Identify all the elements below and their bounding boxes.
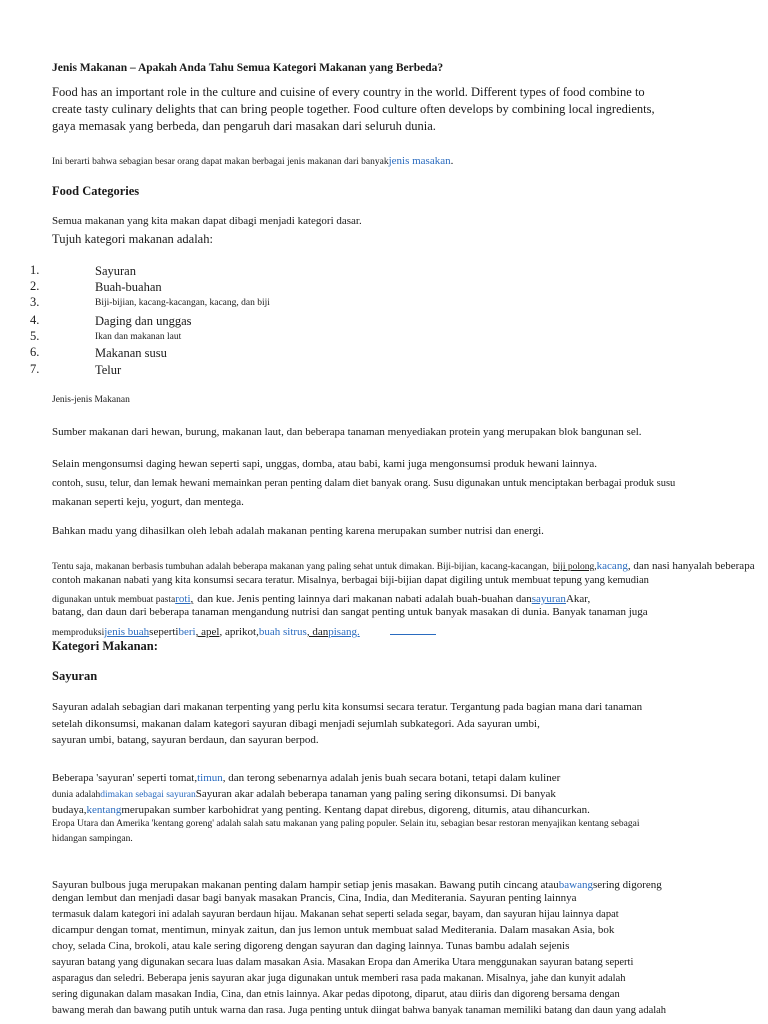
tentu-line-5: memproduksijenis buahsepertiberi, apel, aprikot,buah sitrus, danpisang. — [52, 622, 436, 640]
link-bawang[interactable]: bawang — [558, 879, 593, 891]
bulbous-line-9: bawang merah dan bawang putih untuk warna dan rasa. Juga penting untuk diingat bahwa banyak tanaman memiliki batang dan daun yang adalah — [52, 1005, 667, 1016]
sayuran-line-2: setelah dikonsumsi, makanan dalam kategori sayuran dibagi menjadi sejumlah subkategori. Ada sayuran umbi, — [52, 718, 540, 730]
link-timun[interactable]: timun — [197, 772, 223, 784]
bulbous-line-7: asparagus dan seledri. Beberapa jenis sayuran akar juga digunakan untuk memberi rasa pada makanan. Misalnya, jahe dan kunyit adalah — [52, 973, 626, 984]
link-jenis-masakan[interactable]: jenis masakan — [388, 155, 451, 167]
jenis-jenis-heading: Jenis-jenis Makanan — [52, 395, 130, 405]
link-beri[interactable]: beri — [178, 626, 196, 638]
bulbous-line-3: termasuk dalam kategori ini adalah sayuran berdaun hijau. Makanan sehat seperti selada segar, bayam, dan sayuran hijau lainnya dapat — [52, 909, 619, 920]
bulbous-line-6: sayuran batang yang digunakan secara luas dalam masakan Asia. Masakan Eropa dan Amerika Utara menggunakan sayuran batang seperti — [52, 957, 634, 968]
beberapa-line-5: hidangan sampingan. — [52, 834, 133, 844]
link-roti[interactable]: roti — [175, 593, 191, 605]
kategori-makanan-heading: Kategori Makanan: — [52, 639, 158, 653]
bulbous-line-4: dicampur dengan tomat, mentimun, minyak zaitun, dan jus lemon untuk membuat salad Mediterania. Dalam masakan Asia, bok — [52, 924, 615, 936]
categories-paragraph-2: Tujuh kategori makanan adalah: — [52, 232, 213, 246]
beberapa-line-3: budaya,kentangmerupakan sumber karbohidrat yang penting. Kentang dapat direbus, digoreng, ditumis, atau dihancurkan. — [52, 804, 590, 816]
tentu-line-1: Tentu saja, makanan berbasis tumbuhan adalah beberapa makanan yang paling sehat untuk dimakan. Biji-bijian, kacang-kacangan, biji polong,kacang, dan nasi hanyalah beberapa — [52, 560, 755, 572]
link-dimakan-sebagai-sayuran[interactable]: dimakan sebagai sayuran — [100, 790, 196, 800]
link-kacang[interactable]: kacang — [596, 560, 628, 572]
intro-paragraph-2: Ini berarti bahwa sebagian besar orang dapat makan berbagai jenis makanan dari banyakjenis masakan. — [52, 155, 454, 167]
sayuran-line-3: sayuran umbi, batang, sayuran berdaun, dan sayuran berpod. — [52, 734, 319, 746]
intro2-text: Ini berarti bahwa sebagian besar orang dapat makan berbagai jenis makanan dari banyak — [52, 157, 389, 167]
bulbous-line-8: sering digunakan dalam masakan India, Cina, dan etnis lainnya. Akar pedas dipotong, diparut, atau diiris dan digoreng bersama dengan — [52, 989, 620, 1000]
beberapa-line-2: dunia adalahdimakan sebagai sayuranSayuran akar adalah beberapa tanaman yang paling sering dikonsumsi. Di banyak — [52, 788, 556, 800]
bulbous-line-5: choy, selada Cina, brokoli, atau kale sering digoreng dengan sayuran dan daging lainnya. Tunas bambu adalah sejenis — [52, 940, 570, 952]
selain-line-3: makanan seperti keju, yogurt, dan mentega. — [52, 496, 244, 508]
intro-line-3: gaya memasak yang berbeda, dan pengaruh dari masakan dari seluruh dunia. — [52, 119, 436, 133]
beberapa-line-4: Eropa Utara dan Amerika 'kentang goreng' adalah salah satu makanan yang paling populer. Selain itu, sebagian besar restoran menyajikan kentang sebagai — [52, 819, 640, 829]
link-sayuran[interactable]: sayuran — [531, 593, 566, 605]
tentu-line-2: contoh makanan nabati yang kita konsumsi secara teratur. Misalnya, berbagai biji-bijian dapat digiling untuk membuat tepung yang kemudian — [52, 575, 649, 586]
intro-line-2: create tasty culinary delights that can bring people together. Food culture often develops by combining local ingredients, — [52, 102, 655, 116]
document-title: Jenis Makanan – Apakah Anda Tahu Semua Kategori Makanan yang Berbeda? — [52, 62, 444, 74]
link-jenis-buah[interactable]: jenis buah — [104, 626, 150, 638]
sayuran-line-1: Sayuran adalah sebagian dari makanan terpenting yang perlu kita konsumsi secara teratur. Tergantung pada bagian mana dari tanaman — [52, 701, 643, 713]
link-kentang[interactable]: kentang — [86, 804, 122, 816]
selain-line-1: Selain mengonsumsi daging hewan seperti sapi, unggas, domba, atau babi, kami juga mengonsumsi produk hewani lainnya. — [52, 458, 598, 470]
categories-paragraph-1: Semua makanan yang kita makan dapat dibagi menjadi kategori dasar. — [52, 215, 362, 227]
intro-line-1: Food has an important role in the culture and cuisine of every country in the world. Different types of food combine to — [52, 85, 645, 99]
beberapa-line-1: Beberapa 'sayuran' seperti tomat,timun, dan terong sebenarnya adalah jenis buah secara botani, tetapi dalam kuliner — [52, 772, 561, 784]
tentu-line-4: batang, dan daun dari beberapa tanaman mengandung nutrisi dan sangat penting untuk banyak masakan di dunia. Banyak tanaman juga — [52, 606, 648, 618]
sumber-paragraph: Sumber makanan dari hewan, burung, makanan laut, dan beberapa tanaman menyediakan protein yang merupakan blok bangunan sel. — [52, 426, 642, 438]
link-pisang[interactable]: pisang. — [328, 626, 360, 638]
madu-paragraph: Bahkan madu yang dihasilkan oleh lebah adalah makanan penting karena merupakan sumber nutrisi dan energi. — [52, 525, 544, 537]
selain-line-2: contoh, susu, telur, dan lemak hewani memainkan peran penting dalam diet banyak orang. Susu digunakan untuk menciptakan berbagai produk susu — [52, 478, 676, 489]
food-categories-heading: Food Categories — [52, 184, 140, 198]
sayuran-heading: Sayuran — [52, 669, 98, 683]
tentu-line-3: digunakan untuk membuat pastaroti, dan kue. Jenis penting lainnya dari makanan nabati adalah buah-buahan dansayuranAkar, — [52, 593, 591, 605]
bulbous-line-2: dengan lembut dan menjadi dasar bagi banyak masakan Prancis, Cina, India, dan Mediterania. Sayuran penting lainnya — [52, 892, 577, 904]
link-underline-blank — [390, 624, 436, 635]
bulbous-line-1: Sayuran bulbous juga merupakan makanan penting dalam hampir setiap jenis masakan. Bawang putih cincang ataubawangsering digoreng — [52, 879, 662, 891]
link-buah-sitrus[interactable]: buah sitrus — [258, 626, 307, 638]
